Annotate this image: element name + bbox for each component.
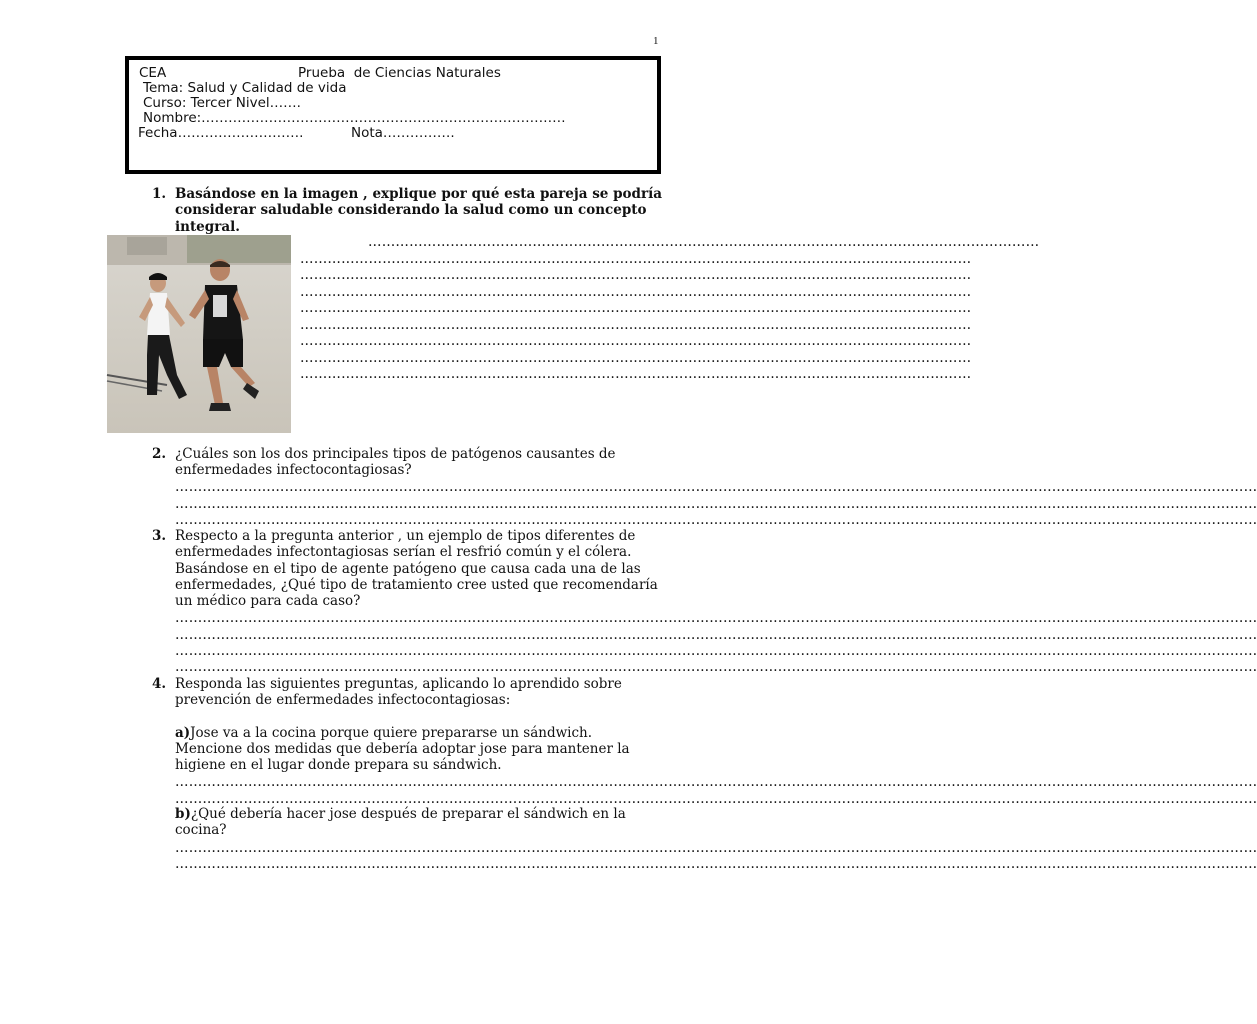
grade-field: Nota……………. xyxy=(351,125,455,141)
answer-line: ………………………………………………………………………………………………………………………………………………………………………………………………………………… xyxy=(175,856,1257,872)
test-title: Prueba de Ciencias Naturales xyxy=(298,65,501,81)
answer-line: ………………………………………………………………………………………………………………………………………………………………………………………………………………… xyxy=(175,643,1257,659)
answer-line: ………………………………………………………………………………………………………………………………… xyxy=(300,317,972,333)
question-text: cocina? xyxy=(175,822,227,839)
name-field: Nombre:……………………………………………………………………… xyxy=(143,110,566,126)
question-text: considerar saludable considerando la salud como un concepto xyxy=(175,202,647,219)
couple-jogging-photo xyxy=(107,235,291,433)
answer-line: ………………………………………………………………………………………………………………………………… xyxy=(300,300,972,316)
sub-question-label: a) xyxy=(175,724,191,741)
answer-line: ………………………………………………………………………………………………………………………………… xyxy=(300,251,972,267)
answer-line: ………………………………………………………………………………………………………………………………………………………………………………………………………………… xyxy=(175,791,1257,807)
answer-line: ………………………………………………………………………………………………………………………………………………………………………………………………………………… xyxy=(175,840,1257,856)
question-text: Jose va a la cocina porque quiere prepararse un sándwich. xyxy=(190,724,593,741)
answer-line: ………………………………………………………………………………………………………………………………………………………………………………………………………………… xyxy=(175,479,1257,495)
answer-line: ………………………………………………………………………………………………………………………………… xyxy=(368,234,1040,250)
answer-line: ………………………………………………………………………………………………………………………………………………………………………………………………………………… xyxy=(175,627,1257,643)
sub-question-a xyxy=(175,725,630,741)
question-number: 4. xyxy=(152,676,167,692)
question-text: integral. xyxy=(175,218,240,235)
answer-line: ………………………………………………………………………………………………………………………………………………………………………………………………………………… xyxy=(175,610,1257,626)
answer-line: ………………………………………………………………………………………………………………………………… xyxy=(300,267,972,283)
answer-line: ………………………………………………………………………………………………………………………………………………………………………………………………………………… xyxy=(175,774,1257,790)
answer-line: ………………………………………………………………………………………………………………………………… xyxy=(300,284,972,300)
question-2 xyxy=(152,446,672,480)
question-text: ¿Cuáles son los dos principales tipos de patógenos causantes de xyxy=(175,446,616,462)
question-4 xyxy=(152,676,672,776)
answer-line: ………………………………………………………………………………………………………………………………… xyxy=(300,333,972,349)
question-1 xyxy=(152,186,672,236)
date-field: Fecha………………………. xyxy=(138,125,304,141)
question-text: Mencione dos medidas que debería adoptar jose para mantener la xyxy=(175,740,630,757)
answer-line: ………………………………………………………………………………………………………………………………… xyxy=(300,350,972,366)
answer-line: ………………………………………………………………………………………………………………………………… xyxy=(300,366,972,382)
question-text: Respecto a la pregunta anterior , un ejemplo de tipos diferentes de xyxy=(175,528,636,544)
question-text: higiene en el lugar donde prepara su sándwich. xyxy=(175,757,502,774)
question-text: enfermedades infectocontagiosas? xyxy=(175,462,412,479)
question-text: Responda las siguientes preguntas, aplicando lo aprendido sobre xyxy=(175,676,622,692)
question-text: enfermedades infectontagiosas serían el resfrió común y el cólera. xyxy=(175,544,632,561)
exam-header-box xyxy=(125,56,661,174)
answer-line: ………………………………………………………………………………………………………………………………………………………………………………………………………………… xyxy=(175,496,1257,512)
answer-line: ………………………………………………………………………………………………………………………………………………………………………………………………………………… xyxy=(175,659,1257,675)
page-number: 1 xyxy=(653,35,659,47)
school-name: CEA xyxy=(139,65,167,81)
course-line: Curso: Tercer Nivel……. xyxy=(143,95,301,111)
question-text: enfermedades, ¿Qué tipo de tratamiento cree usted que recomendaría xyxy=(175,576,658,593)
question-text: prevención de enfermedades infectocontagiosas: xyxy=(175,692,511,709)
topic-line: Tema: Salud y Calidad de vida xyxy=(143,80,347,96)
question-number: 3. xyxy=(152,528,167,544)
answer-line: ………………………………………………………………………………………………………………………………………………………………………………………………………………… xyxy=(175,512,1257,528)
question-text: Basándose en la imagen , explique por qué esta pareja se podría xyxy=(175,186,662,202)
question-text: Basándose en el tipo de agente patógeno que causa cada una de las xyxy=(175,560,641,577)
question-text: un médico para cada caso? xyxy=(175,593,361,610)
question-number: 1. xyxy=(152,186,167,202)
question-number: 2. xyxy=(152,446,167,462)
question-text: ¿Qué debería hacer jose después de preparar el sándwich en la xyxy=(190,806,626,822)
sub-question-b xyxy=(152,806,672,840)
question-3 xyxy=(152,528,672,612)
sub-question-label: b) xyxy=(175,806,191,822)
